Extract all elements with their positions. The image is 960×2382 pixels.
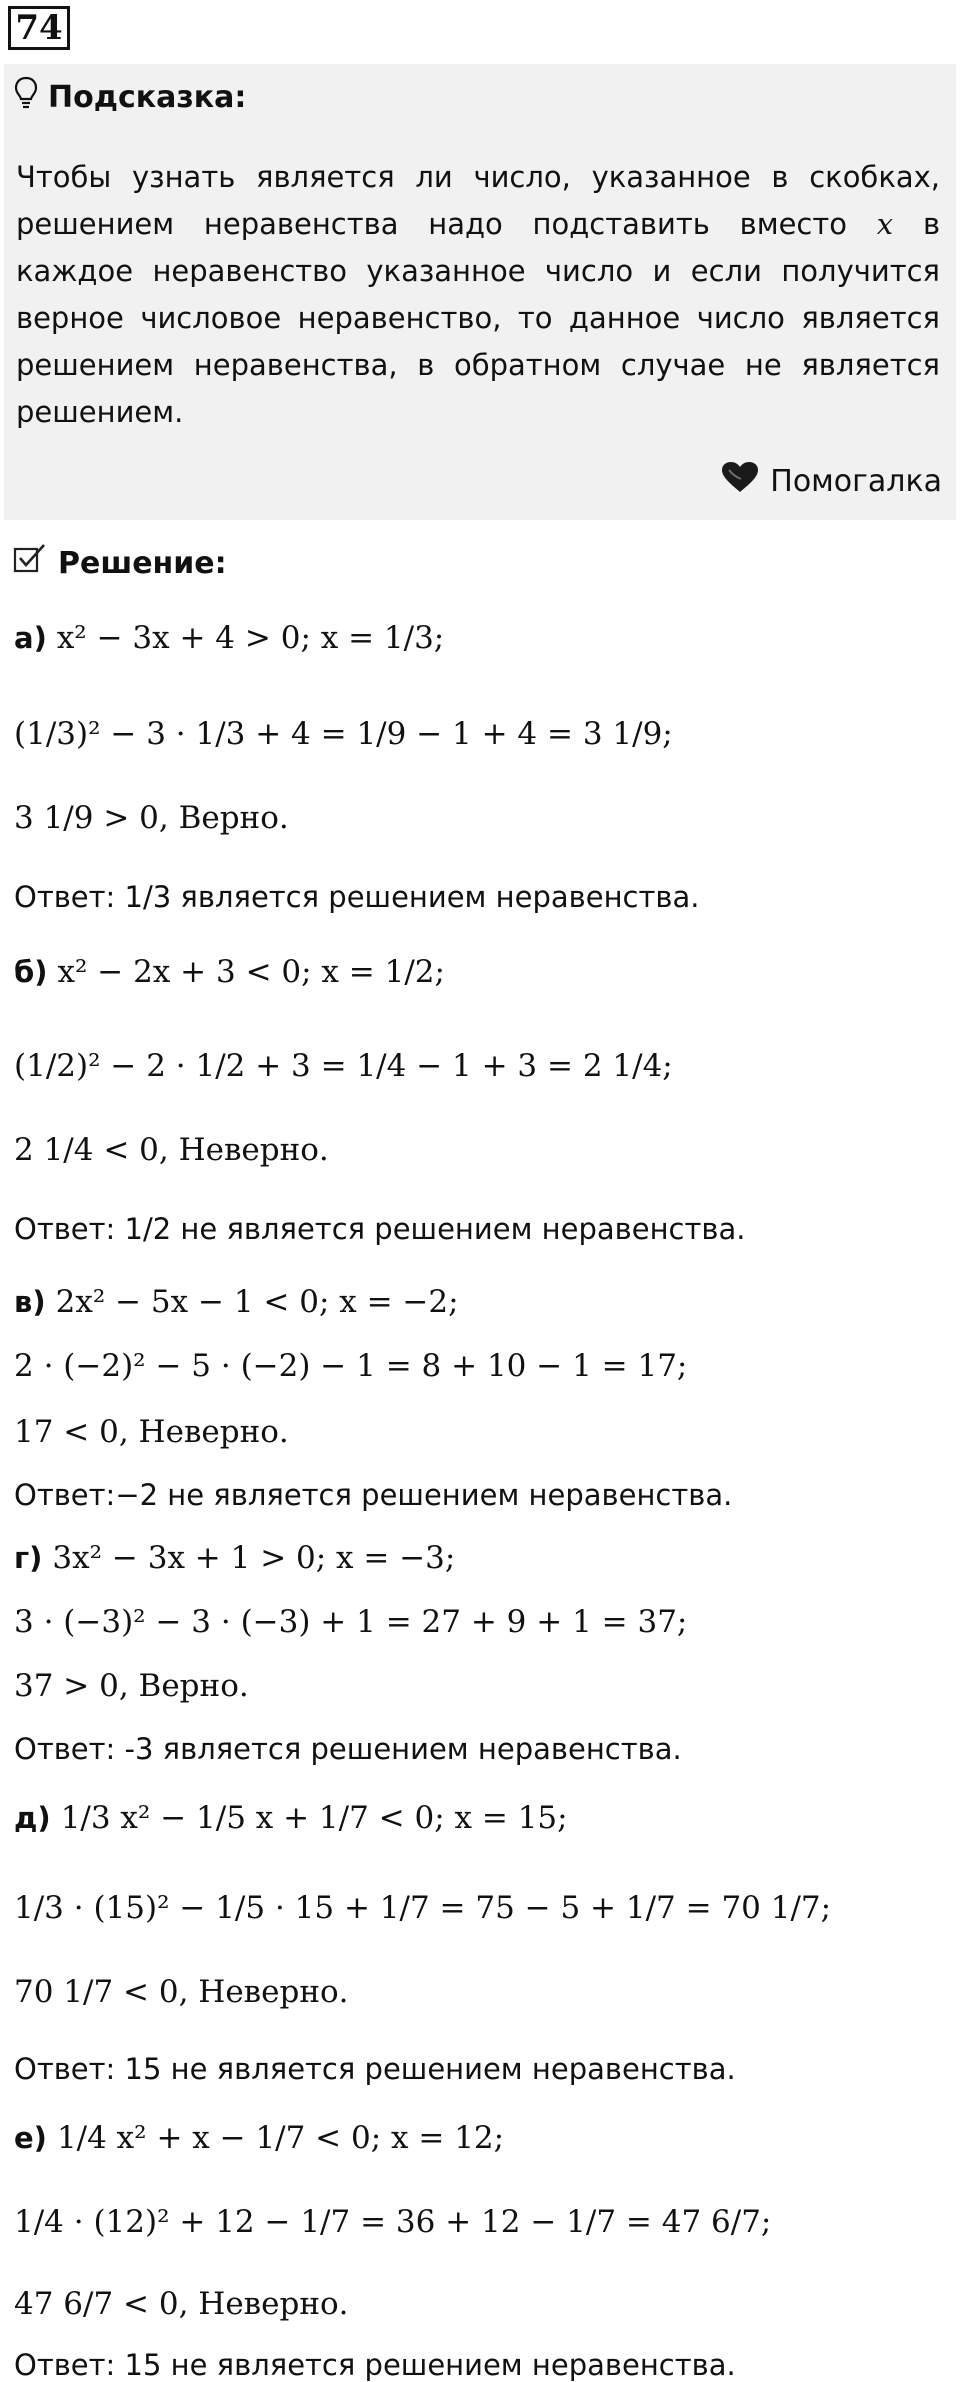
solution-line — [14, 2286, 944, 2322]
math-text: 70 1/7 < 0, Неверно. — [14, 1974, 349, 2010]
item-label: б) — [14, 955, 48, 989]
solution-line — [14, 1414, 944, 1450]
hint-header — [14, 76, 246, 118]
solution-line — [14, 954, 944, 990]
math-text: 1/4 x² + x − 1/7 < 0; x = 12; — [56, 2120, 505, 2156]
item-label: е) — [14, 2121, 47, 2155]
heart-icon — [720, 460, 760, 502]
hint-text — [16, 154, 940, 436]
solution-line — [14, 1540, 944, 1576]
math-text: 1/3 x² − 1/5 x + 1/7 < 0; x = 15; — [60, 1800, 568, 1836]
math-text: 47 6/7 < 0, Неверно. — [14, 2286, 349, 2322]
math-text: 2 · (−2)² − 5 · (−2) − 1 = 8 + 10 − 1 = 17; — [14, 1348, 688, 1384]
solution-line — [14, 1132, 944, 1168]
hint-title: Подсказка: — [48, 79, 247, 115]
math-text: (1/3)² − 3 · 1/3 + 4 = 1/9 − 1 + 4 = 3 1/9; — [14, 716, 673, 752]
solution-line — [14, 2120, 944, 2156]
lightbulb-icon — [14, 76, 38, 118]
hint-text-part1: Чтобы узнать является ли число, указанное в скобках, решением неравенства надо подставить вместо — [16, 160, 940, 241]
item-label: а) — [14, 621, 47, 655]
solution-line — [14, 800, 944, 836]
solution-line — [14, 1478, 944, 1512]
item-label: в) — [14, 1285, 46, 1319]
checkbox-icon — [12, 542, 48, 584]
solution-line — [14, 1604, 944, 1640]
math-text: x² − 2x + 3 < 0; x = 1/2; — [57, 954, 445, 990]
math-text: 1/4 · (12)² + 12 − 1/7 = 36 + 12 − 1/7 = 47 6/7; — [14, 2204, 772, 2240]
math-text: 37 > 0, Верно. — [14, 1668, 249, 1704]
solution-line — [14, 1048, 944, 1084]
solution-line — [14, 2204, 944, 2240]
math-text: 17 < 0, Неверно. — [14, 1414, 289, 1450]
solution-line — [14, 880, 944, 914]
solution-line — [14, 620, 944, 656]
solution-line — [14, 1890, 944, 1926]
math-text: x² − 3x + 4 > 0; x = 1/3; — [56, 620, 445, 656]
task-number: 74 — [8, 6, 70, 50]
solution-line — [14, 1732, 944, 1766]
solution-line — [14, 1212, 944, 1246]
solution-line — [14, 2348, 944, 2382]
answer-text: Ответ:−2 не является решением неравенства. — [14, 1478, 733, 1512]
math-text: 3x² − 3x + 1 > 0; x = −3; — [52, 1540, 456, 1576]
hint-panel — [4, 64, 956, 520]
answer-text: Ответ: 15 не является решением неравенства. — [14, 2348, 736, 2382]
math-text: (1/2)² − 2 · 1/2 + 3 = 1/4 − 1 + 3 = 2 1/4; — [14, 1048, 673, 1084]
solution-line — [14, 1348, 944, 1384]
answer-text: Ответ: 1/2 не является решением неравенства. — [14, 1212, 746, 1246]
hint-text-part2: в каждое неравенство указанное число и если получится верное числовое неравенство, то данное число является решением неравенства, в обратном случае не является решением. — [16, 207, 941, 429]
solution-line — [14, 1800, 944, 1836]
math-text: 2x² − 5x − 1 < 0; x = −2; — [55, 1284, 459, 1320]
solution-line — [14, 1668, 944, 1704]
solution-line — [14, 1284, 944, 1320]
solution-header — [12, 542, 227, 584]
solution-line — [14, 2052, 944, 2086]
answer-text: Ответ: 15 не является решением неравенства. — [14, 2052, 736, 2086]
math-text: 2 1/4 < 0, Неверно. — [14, 1132, 329, 1168]
helper-link[interactable] — [720, 460, 942, 502]
math-text: 1/3 · (15)² − 1/5 · 15 + 1/7 = 75 − 5 + 1/7 = 70 1/7; — [14, 1890, 832, 1926]
answer-text: Ответ: -3 является решением неравенства. — [14, 1732, 682, 1766]
math-text: 3 1/9 > 0, Верно. — [14, 800, 289, 836]
solution-title: Решение: — [58, 545, 227, 581]
item-label: д) — [14, 1801, 51, 1835]
solution-line — [14, 1974, 944, 2010]
answer-text: Ответ: 1/3 является решением неравенства. — [14, 880, 700, 914]
hint-variable: x — [876, 207, 894, 241]
solution-line — [14, 716, 944, 752]
math-text: 3 · (−3)² − 3 · (−3) + 1 = 27 + 9 + 1 = 37; — [14, 1604, 688, 1640]
helper-label: Помогалка — [770, 463, 942, 499]
item-label: г) — [14, 1541, 43, 1575]
